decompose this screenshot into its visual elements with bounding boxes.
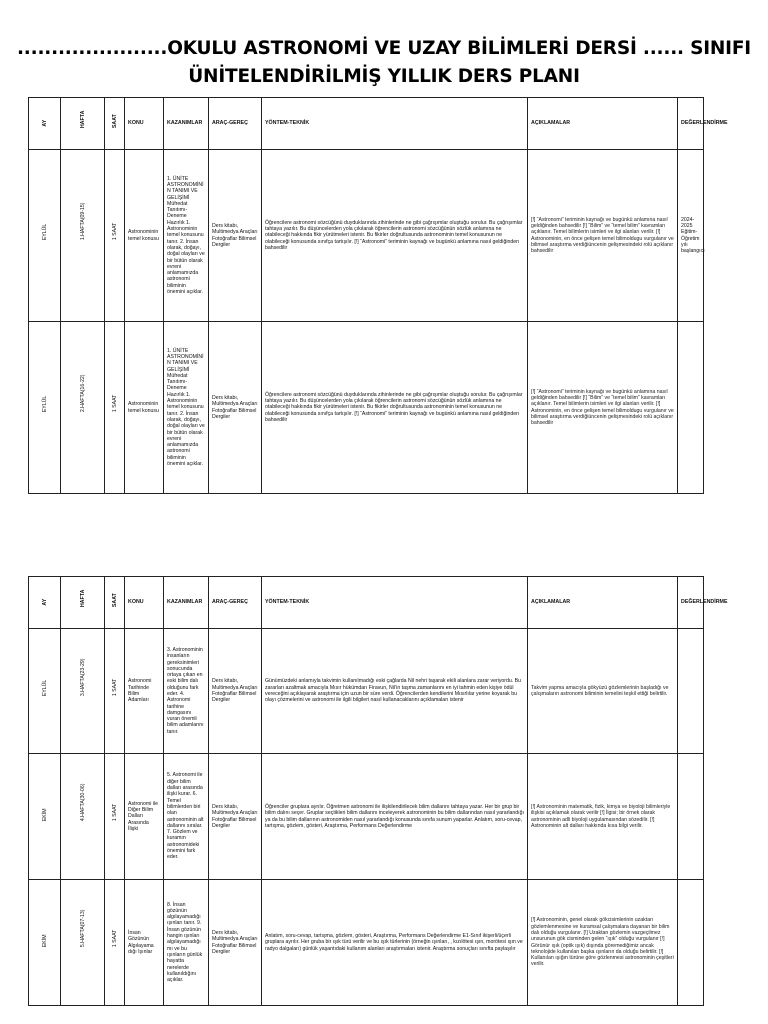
cell-arac: Ders kitabı, Multimedya Araçları Fotoğraflar Bilimsel Dergiler <box>209 629 262 754</box>
cell-kazanim: 5. Astronomi ile diğer bilim dalları arasında ilişki kurar. 6. Temel bilimlerden biri olan astronominin alt dallarını sıralar. 7. Gözlem ve kuramın astronomideki önemini fark eder. <box>164 754 209 880</box>
cell-ay: EYLÜL <box>29 629 61 754</box>
cell-ay: EYLÜL <box>29 150 61 322</box>
table-row <box>29 629 704 754</box>
plan-table-2 <box>28 576 728 1006</box>
header-aciklama: AÇIKLAMALAR <box>528 577 678 629</box>
cell-degerlendirme <box>678 322 704 494</box>
header-yontem: YÖNTEM-TEKNİK <box>262 577 528 629</box>
cell-saat: 1 SAAT <box>105 322 125 494</box>
document-title-line1: ......................OKULU ASTRONOMİ VE UZAY BİLİMLERİ DERSİ ...... SINIFI <box>16 38 751 59</box>
cell-konu: Astronomi ile Diğer Bilim Dalları Arasında İlişki <box>125 754 164 880</box>
header-konu: KONU <box>125 98 164 150</box>
header-arac: ARAÇ-GEREÇ <box>209 98 262 150</box>
cell-kazanim: 1. ÜNİTE ASTRONOMİNİN TANIMI VE GELİŞİMİ Müfredat Tanıtımı- Deneme Hazırlık 1. Astronominin temel konusunu tanır. 2. İnsan olarak, doğayı, doğal olayları ve bir bütün olarak evreni anlamamızda astronomi biliminin önemini açıklar. <box>164 150 209 322</box>
cell-yontem: Öğrenciler gruplara ayrılır. Öğretmen astronomi ile ilişkilendirilecek bilim dallarını tahtaya yazar. Her bir grup bir bilim dalını seçer. Gruplar seçtikleri bilim dallarını inceleyerek astronominin bu bilim dallarından nasıl yararlandığı ya da bu bilim dallarının astronomiden nasıl yararlandığı konusunda sınıfa sunum yaparlar. Anlatım, soru-cevap, tartışma, gözlem, gösteri, Araştırma, Performans Değerlendirme <box>262 754 528 880</box>
header-degerlendirme: DEĞERLENDİRME <box>678 577 704 629</box>
header-aciklama: AÇIKLAMALAR <box>528 98 678 150</box>
cell-hafta: 5.HAFTA(07-13) <box>61 880 105 1006</box>
cell-degerlendirme <box>678 629 704 754</box>
cell-konu: Astronomi Tarihinde Bilim Adamları <box>125 629 164 754</box>
cell-hafta: 2.HAFTA(16-22) <box>61 322 105 494</box>
header-row <box>29 577 704 629</box>
header-kazanim: KAZANIMLAR <box>164 577 209 629</box>
cell-yontem: Öğrencilere astronomi sözcüğünü duyduklarında zihinlerinde ne gibi çağrışımlar oluştuğu sorulur. Bu çağrışımlar tahtaya yazılır. Bu düşüncelerden yola çıkılarak öğrencilerin astronomi sözcüğünün sözlük anlamına ne otabileceği hakkında fikir yürütmeleri istenir. Bu fikirler doğrultusunda astronominin temel konusunun ne olabileceği konusunda sınıfça tartışılır. [!] “Astronomi” teriminin kaynağı ve bugünkü anlamına nasıl geldiğinden bahsedilir <box>262 150 528 322</box>
cell-konu: Astronominin temel konusu <box>125 150 164 322</box>
header-yontem: YÖNTEM-TEKNİK <box>262 98 528 150</box>
header-hafta: HAFTA <box>61 98 105 150</box>
cell-yontem: Günümüzdeki anlamıyla takvimin kullanılmadığı eski çağlarda Nil nehri taşarak ekili alanlara zarar veriyordu. Bu zararları azaltmak amacıyla Mısır hükümdarı Firavun, Nil’in taşma zamanlarını en iyi tahmin eden kişiye ödül vereceğini açıklayarak araştırma için uzun bir süre verdi. Öğrencilerden kendilerini Mısırlılar yerine koyarak bu olayı çözmelerini ve astronomi ile ilgili bilgileri nasıl kullanacaklarını açıklamaları istenir <box>262 629 528 754</box>
cell-arac: Ders kitabı, Multimedya Araçları Fotoğraflar Bilimsel Dergiler <box>209 322 262 494</box>
cell-saat: 1 SAAT <box>105 629 125 754</box>
cell-saat: 1 SAAT <box>105 754 125 880</box>
cell-konu: İnsan Gözünün Algılayama dığı Işınlar <box>125 880 164 1006</box>
cell-degerlendirme <box>678 754 704 880</box>
cell-konu: Astronominin temel konusu <box>125 322 164 494</box>
header-hafta: HAFTA <box>61 577 105 629</box>
header-degerlendirme: DEĞERLENDİRME <box>678 98 704 150</box>
cell-hafta: 4.HAFTA(30-06) <box>61 754 105 880</box>
cell-kazanim: 1. ÜNİTE ASTRONOMİNİN TANIMI VE GELİŞİMİ Müfredat Tanıtımı- Deneme Hazırlık 1. Astronominin temel konusunu tanır. 2. İnsan olarak, doğayı, doğal olayları ve bir bütün olarak evreni anlamamızda astronomi biliminin önemini açıklar. <box>164 322 209 494</box>
cell-ay: EKİM <box>29 880 61 1006</box>
cell-yontem: Anlatım, soru-cevap, tartışma, gözlem, gösteri, Araştırma, Performans Değerlendirme E1-Sınıf ikişerli/üçerli gruplara ayrılır. Her gruba bir ışık türü verilir ve bu ışık türlerinin (örneğin ışınları, , kızılötesi ışın, morötesi ışın ve radyo dalgaları) günlük yaşantıdaki kullanım alanları araştırmaları istenir. Araştırma sonuçları sınıfta paylaşılır <box>262 880 528 1006</box>
table-row <box>29 880 704 1006</box>
cell-arac: Ders kitabı, Multimedya Araçları Fotoğraflar Bilimsel Dergiler <box>209 150 262 322</box>
header-saat: SAAT <box>105 577 125 629</box>
cell-aciklama: Takvim yapma amacıyla gökyüzü gözlemlerinin başladığı ve çalışmaların astronomi biliminin temelini teşkil ettiği belirtilir. <box>528 629 678 754</box>
cell-arac: Ders kitabı, Multimedya Araçları Fotoğraflar Bilimsel Dergiler <box>209 754 262 880</box>
header-arac: ARAÇ-GEREÇ <box>209 577 262 629</box>
cell-aciklama: [!] Astronominin matematik, fizik, kimya ve biyoloji bilimleriyle ilişkisi açıklamak olarak verilir [!] İlgisi; bir örnek olarak astronominin adli biyoloji uygulamasından sözedilir. [!] Astronominin alt dalları hakkında kısa bilgi verilir. <box>528 754 678 880</box>
cell-aciklama: [!] “Astronomi” teriminin kaynağı ve bugünkü anlamına nasıl geldiğinden bahsedilir [!] “Bilim” ve “temel bilim” kavramları açıklanır. Temel bilimlerin isimleri ve ilgi alanları verilir. [!] Astronominin, en önce gelişen temel bilimoldugu vurgulanır ve bilimsel araştırma verdiğiüncenin gelişmesindeki rolü açıklanır bahsedilir <box>528 150 678 322</box>
table-row <box>29 754 704 880</box>
plan-table-1 <box>28 97 728 494</box>
cell-aciklama: [!] “Astronomi” teriminin kaynağı ve bugünkü anlamına nasıl geldiğinden bahsedilir [!] “Bilim” ve “temel bilim” kavramları açıklanır. Temel bilimlerin isimleri ve ilgi alanları verilir. [!] Astronominin, en önce gelişen temel bilimoldugu vurgulanır ve bilimsel araştırma verdiğiüncenin gelişmesindeki rolü açıklanır bahsedilir <box>528 322 678 494</box>
document-title-line2: ÜNİTELENDİRİLMİŞ YILLIK DERS PLANI <box>188 66 580 87</box>
cell-degerlendirme <box>678 880 704 1006</box>
header-saat: SAAT <box>105 98 125 150</box>
header-konu: KONU <box>125 577 164 629</box>
header-row <box>29 98 704 150</box>
cell-ay: EYLÜL <box>29 322 61 494</box>
header-kazanim: KAZANIMLAR <box>164 98 209 150</box>
cell-ay: EKİM <box>29 754 61 880</box>
table-row <box>29 150 704 322</box>
cell-aciklama: [!] Astronominin, genel olarak gökcisimlerinin uzaktan gözlemlenmesine ve kuramsal çalışmalara dayanan bir bilim dalı olduğu vurgulanır. [!] Uzaktan gözlemin vazgeçilmez unsurunun gök cisminden gelen “ışık” olduğu vurgulanır [!] Görünür ışık (optik ışık) dışında göremediğimiz ancak teknolojide kullanılan başka ışınların da olduğu belirtilir. [!] Kullanılan ışığın türüne göre gözlenmesi astronominin çeşitleri verilir. <box>528 880 678 1006</box>
header-ay: AY <box>29 98 61 150</box>
cell-kazanim: 3. Astronominin insanların gereksinimleri sonucunda ortaya çıkan en eski bilim dalı olduğunu fark eder. 4. Astronomi tarihine damgasını vuran önemli bilim adamlarını tanır. <box>164 629 209 754</box>
cell-arac: Ders kitabı, Multimedya Araçları Fotoğraflar Bilimsel Dergiler <box>209 880 262 1006</box>
cell-yontem: Öğrencilere astronomi sözcüğünü duyduklarında zihinlerinde ne gibi çağrışımlar oluştuğu sorulur. Bu çağrışımlar tahtaya yazılır. Bu düşüncelerden yola çıkılarak öğrencilerin astronomi sözcüğünün sözlük anlamına ne otabileceği hakkında fikir yürütmeleri istenir. Bu fikirler doğrultusunda astronominin temel konusunun ne olabileceği konusunda sınıfça tartışılır. [!] “Astronomi” teriminin kaynağı ve bugünkü anlamına nasıl geldiğinden bahsedilir <box>262 322 528 494</box>
cell-degerlendirme: 2024-2025 Eğitim-Öğretim yılı başlangıcı <box>678 150 704 322</box>
header-ay: AY <box>29 577 61 629</box>
cell-saat: 1 SAAT <box>105 880 125 1006</box>
table-row <box>29 322 704 494</box>
cell-saat: 1 SAAT <box>105 150 125 322</box>
cell-hafta: 3.HAFTA(23-29) <box>61 629 105 754</box>
cell-kazanim: 8. İnsan gözünün algılayamadığı ışınları tanır. 9. İnsan gözünün hangin ışınları algılayamadığı mı ve bu ışınların günlük hayatta nerelerde kullanıldığını açıklar. <box>164 880 209 1006</box>
cell-hafta: 1.HAFTA(09-15) <box>61 150 105 322</box>
